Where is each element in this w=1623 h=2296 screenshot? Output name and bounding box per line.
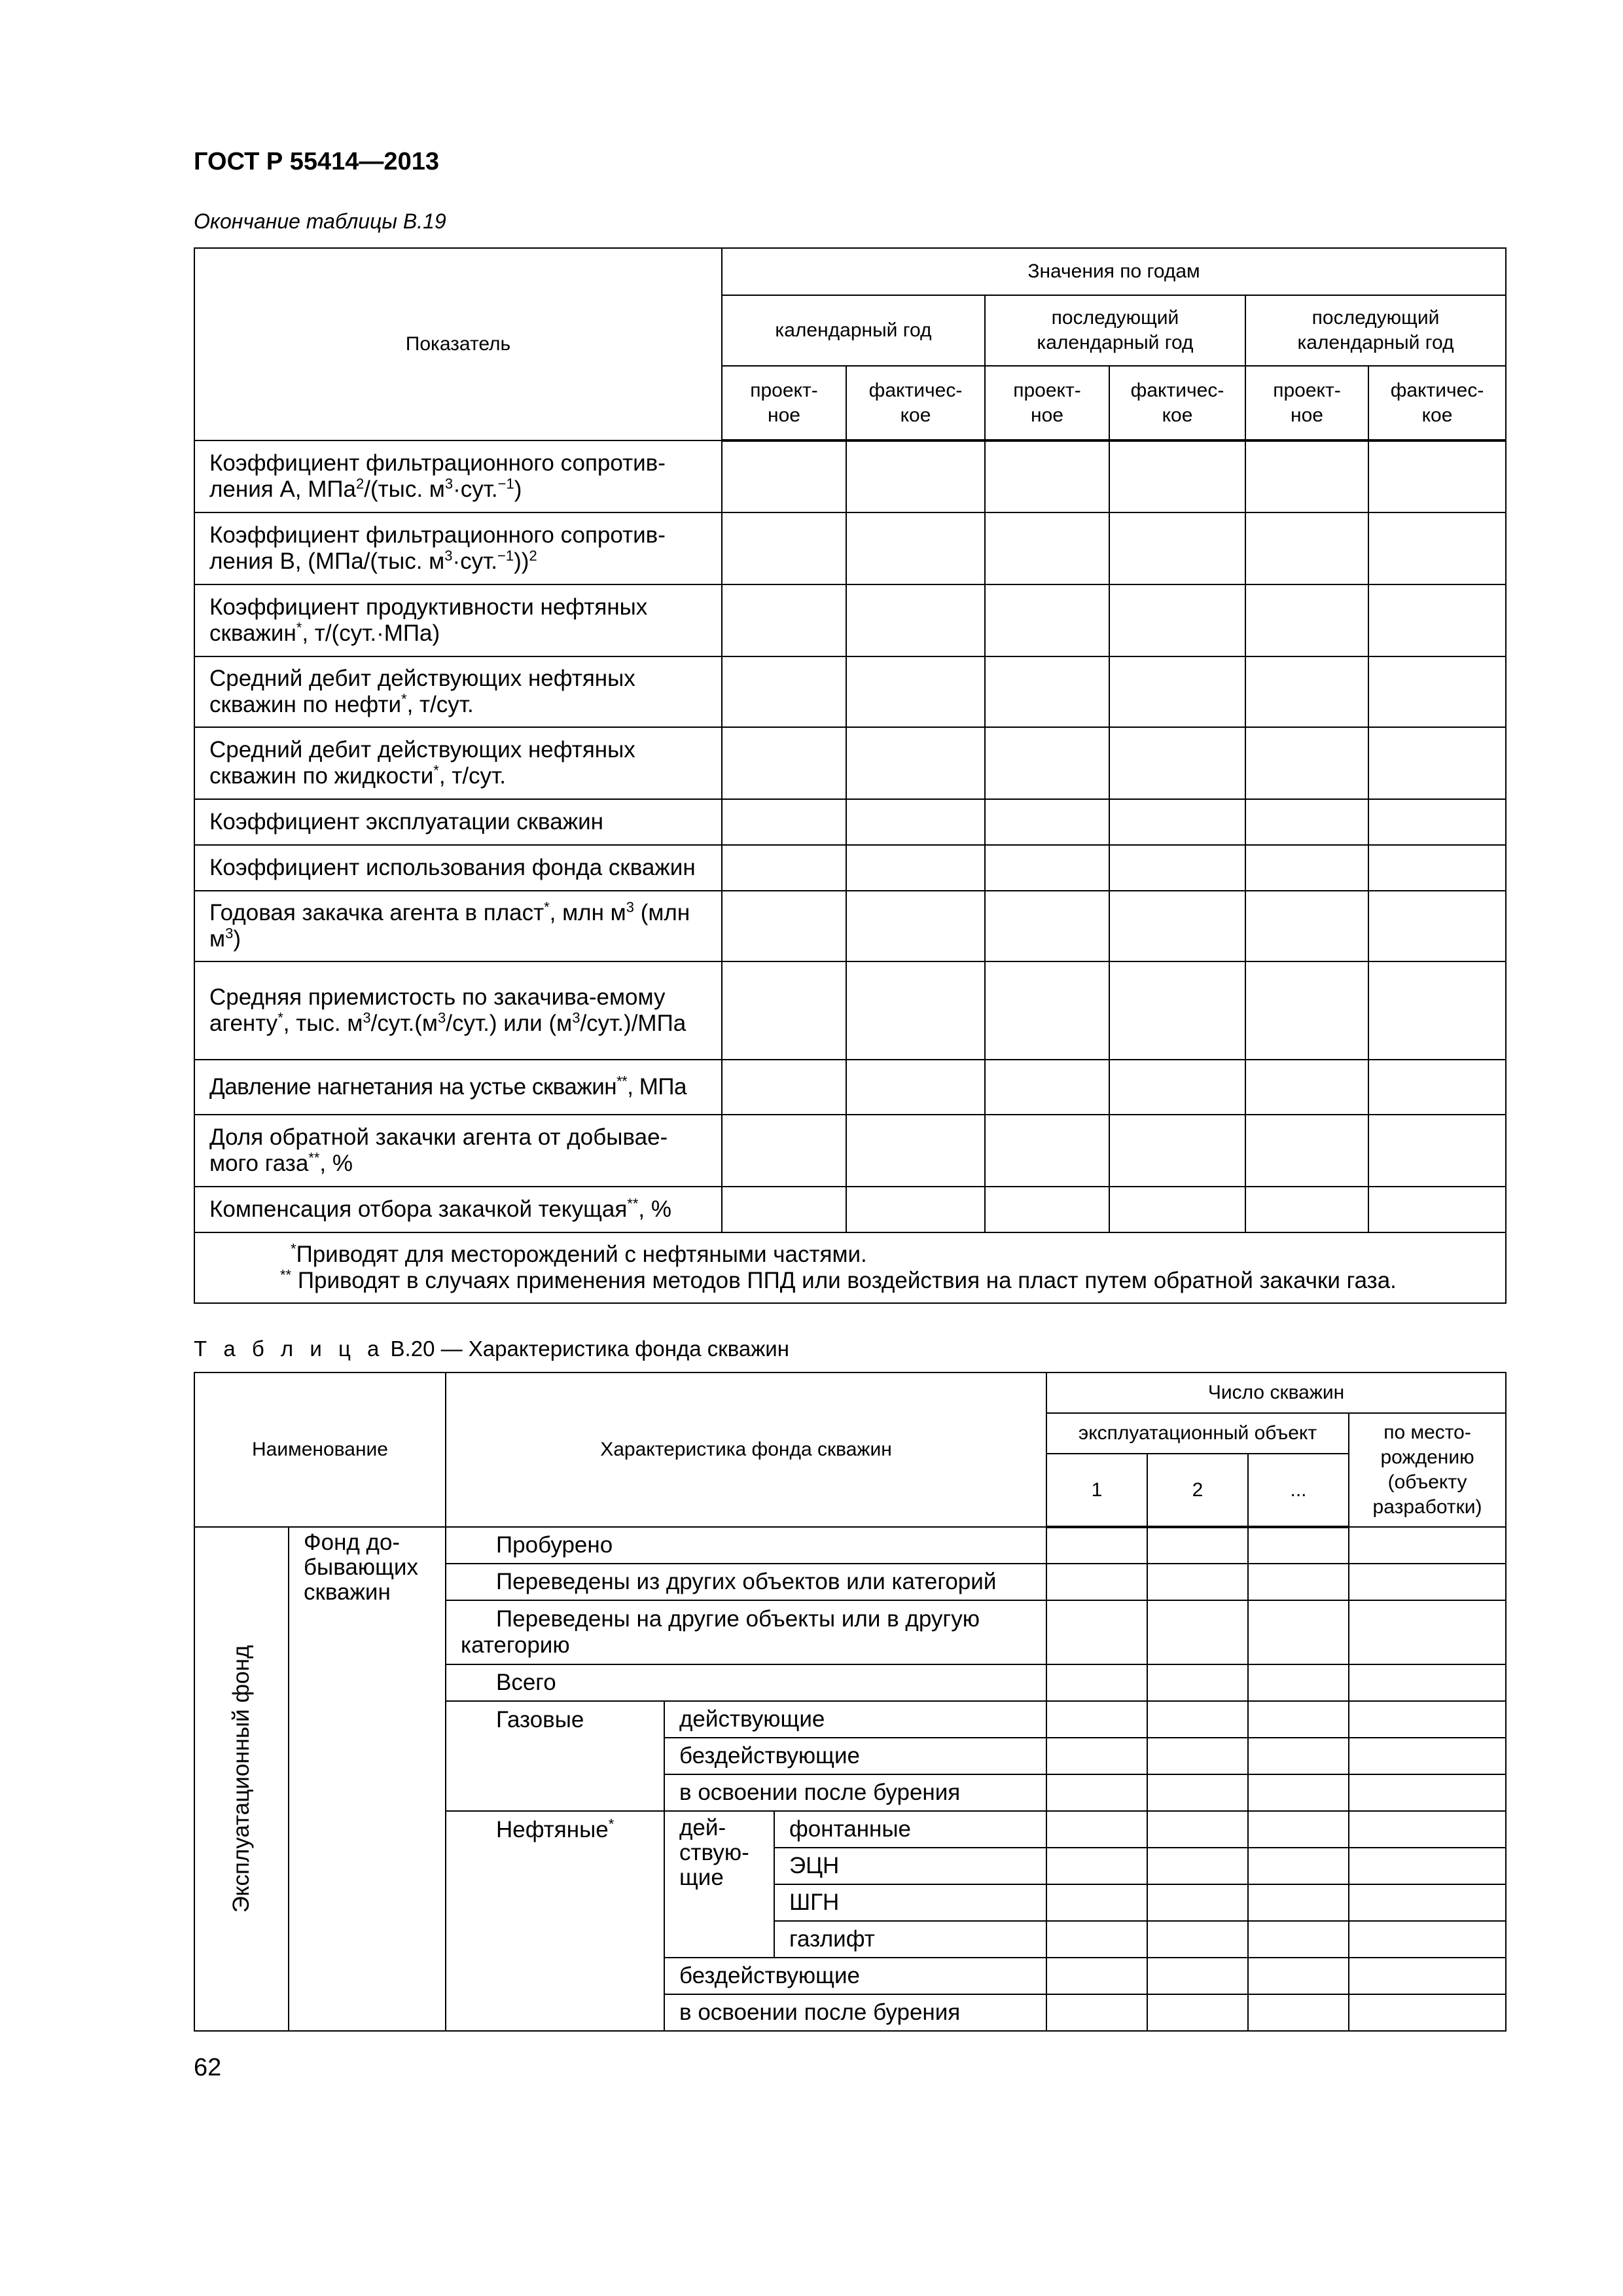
producing-fund-label: Фонд до-бывающих скважин xyxy=(289,1527,446,2031)
operational-object-header: эксплуатационный объект xyxy=(1046,1413,1349,1454)
table-row xyxy=(194,584,1506,656)
table-continuation-caption: Окончание таблицы В.19 xyxy=(194,209,446,233)
row-label: Коэффициент фильтрационного сопротив-ления А, МПа$^2$/(тыс. $м^3\cdot сут.^{-1}$) xyxy=(194,440,722,512)
design-header: проект-ное xyxy=(722,366,846,440)
footnotes-row xyxy=(194,1232,1506,1303)
row-gas-dev: в освоении после бурения xyxy=(664,1774,1046,1811)
row-label: Коэффициент использования фонда скважин xyxy=(194,845,722,891)
table-row xyxy=(194,1115,1506,1187)
row-label: Доля обратной закачки агента от добывае-мого газа**, % xyxy=(194,1115,722,1187)
row-oil-idle: бездействующие xyxy=(664,1958,1046,1994)
actual-header: фактичес-кое xyxy=(1368,366,1506,440)
year-header-2: последующий календарный год xyxy=(985,295,1245,366)
design-header: проект-ное xyxy=(1245,366,1368,440)
year-header-1: календарный год xyxy=(722,295,985,366)
table-row xyxy=(194,656,1506,727)
row-gas-active: действующие xyxy=(664,1701,1046,1738)
by-field-header: по место-рождению (объекту разработки) xyxy=(1349,1413,1506,1527)
row-srp: ШГН xyxy=(774,1884,1046,1921)
row-esp: ЭЦН xyxy=(774,1848,1046,1884)
row-label: Средняя приемистость по закачива-емому агенту*, тыс. $м^3/сут.(м^3/сут.)$ или $(м^3/сут.)$/МПа xyxy=(194,961,722,1060)
table-b20-caption: Т а б л и ц а В.20 — Характеристика фонда скважин xyxy=(194,1336,789,1361)
row-total: Всего xyxy=(446,1664,1046,1701)
table-row xyxy=(194,1060,1506,1115)
row-gas-idle: бездействующие xyxy=(664,1738,1046,1774)
name-header: Наименование xyxy=(194,1372,446,1527)
document-header: ГОСТ Р 55414—2013 xyxy=(194,148,439,175)
footnotes xyxy=(194,1232,1506,1303)
characteristic-header: Характеристика фонда скважин xyxy=(446,1372,1046,1527)
row-transferred-out: Переведены на другие объекты или в другую категорию xyxy=(446,1600,1046,1664)
row-label: Средний дебит действующих нефтяных скважин по жидкости*, т/сут. xyxy=(194,727,722,799)
table-row xyxy=(194,961,1506,1060)
footnote-1: *Приводят для месторождений с нефтяными частями. xyxy=(291,1240,867,1267)
row-label: Коэффициент эксплуатации скважин xyxy=(194,799,722,845)
row-transferred-in: Переведены из других объектов или категорий xyxy=(446,1564,1046,1600)
row-oil-dev: в освоении после бурения xyxy=(664,1994,1046,2031)
row-oil-active: дей-ствую-щие xyxy=(664,1811,774,1958)
row-label: Коэффициент фильтрационного сопротив-ления В, (МПа/(тыс. $м^3\cdot сут.^{-1}))^2$ xyxy=(194,512,722,584)
table-b20 xyxy=(194,1372,1507,2032)
row-flowing: фонтанные xyxy=(774,1811,1046,1848)
table-row xyxy=(194,1187,1506,1232)
row-label: Годовая закачка агента в пласт*, млн $м^3$ (млн $м^3$) xyxy=(194,891,722,961)
design-header: проект-ное xyxy=(985,366,1109,440)
row-label: Компенсация отбора закачкой текущая**, % xyxy=(194,1187,722,1232)
row-oil: Нефтяные* xyxy=(446,1811,664,2031)
year-header-3: последующий календарный год xyxy=(1245,295,1506,366)
table-row xyxy=(194,845,1506,891)
values-by-year-header: Значения по годам xyxy=(722,248,1506,295)
table-row xyxy=(194,891,1506,961)
row-gaslift: газлифт xyxy=(774,1921,1046,1958)
table-row xyxy=(194,512,1506,584)
well-count-header: Число скважин xyxy=(1046,1372,1506,1413)
row-label: Давление нагнетания на устье скважин**, МПа xyxy=(194,1060,722,1115)
table-row xyxy=(194,440,1506,512)
indicator-header: Показатель xyxy=(194,248,722,440)
page-number: 62 xyxy=(194,2054,222,2081)
row-label: Средний дебит действующих нефтяных скважин по нефти*, т/сут. xyxy=(194,656,722,727)
row-label: Коэффициент продуктивности нефтяных скважин*, т/(сут.·МПа) xyxy=(194,584,722,656)
actual-header: фактичес-кое xyxy=(846,366,985,440)
table-row xyxy=(194,1527,1506,1564)
actual-header: фактичес-кое xyxy=(1109,366,1245,440)
row-gas: Газовые xyxy=(446,1701,664,1811)
table-b19 xyxy=(194,247,1507,1304)
object-col-more: ... xyxy=(1248,1454,1349,1527)
object-col-1: 1 xyxy=(1046,1454,1147,1527)
row-drilled: Пробурено xyxy=(446,1527,1046,1564)
footnote-2: ** Приводят в случаях применения методов ППД или воздействия на пласт путем обратной закачки газа. xyxy=(280,1266,1397,1293)
object-col-2: 2 xyxy=(1147,1454,1248,1527)
table-row xyxy=(194,799,1506,845)
table-row xyxy=(194,727,1506,799)
operational-fund-label: Эксплуатационный фонд xyxy=(194,1527,289,2031)
